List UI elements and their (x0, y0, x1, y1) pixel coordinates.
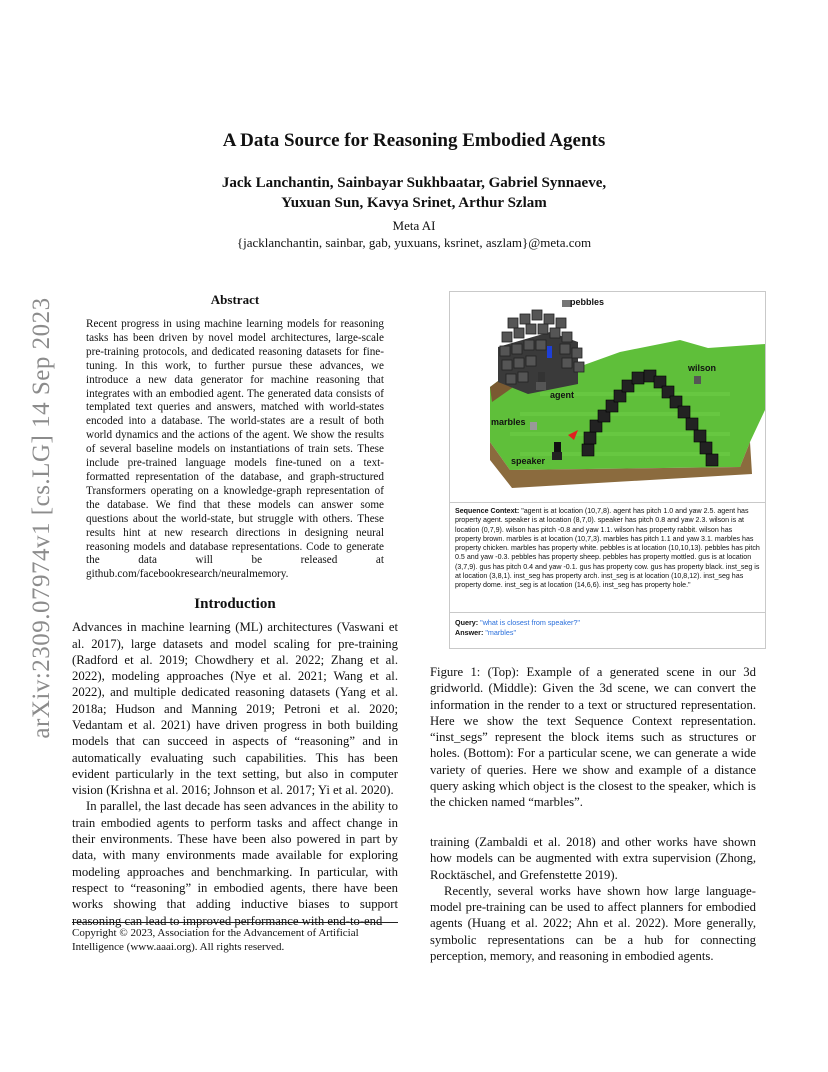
abstract-text: Recent progress in using machine learning models for reasoning tasks has been driven by novel model architectures, large-scale pre-training protocols, and dedicated reasoning datasets for fine-tuning. In this work, to further pursue these advances, we introduce a new data generator for machine reasoning that integrates with an embodied agent. The generated data consists of templated text queries and answers, matched with world-states encoded into a database. The world-states are a result of both world dynamics and the actions of the agent. We show the results of several baseline models on instantiations of train sets. These include pre-trained language models fine-tuned on a text-formatted representation of the database, and graph-structured Transformers operating on a knowledge-graph representation of the database. We find that these models can answer some questions about the world-state, but struggle with others. These results hint at new research directions in designing neural reasoning models and database representations. Code to generate the data will be released at github.com/facebookresearch/neuralmemory. (86, 318, 384, 581)
intro-paragraph-1: Advances in machine learning (ML) architectures (Vaswani et al. 2017), large datasets and model scaling for pre-training (Radford et al. 2019; Chowdhery et al. 2022; Zhang et al. 2022), modeling approaches (Nye et al. 2021; Wang et al. 2022), and multiple dedicated reasoning datasets (Yang et al. 2018a; Hudson and Manning 2019; Petroni et al. 2020; Vedantam et al. 2021) have driven progress in both building models that can succeed in aspects of “reasoning” and in automatically evaluating such capabilities. This has been evident particularly in the text setting, but also in computer vision (Krishna et al. 2016; Johnson et al. 2017; Yi et al. 2020). (72, 620, 398, 798)
intro-paragraph-2: In parallel, the last decade has seen advances in the ability to train embodied agents to perform tasks and affect change in their environments. These have been also powered in part by data, with many environments made available for exploring modeling approaches and benchmarking. In particular, with respect to “reasoning” in embodied agents, there have been works showing that adding inductive biases to support reasoning can lead to improved performance with end-to-end (72, 799, 398, 928)
sequence-context-label: Sequence Context: (455, 507, 520, 515)
right-paragraph-2: Recently, several works have shown how large language-model pre-training can be used to affect planners for embodied agents (Huang et al. 2022; Ahn et al. 2022). More generally, symbolic representations can be a hub for connecting perception, memory, and reasoning in embodied agents. (430, 883, 756, 964)
author-list (0, 173, 828, 213)
sequence-context-text: "agent is at location (10,7,8). agent has pitch 1.0 and yaw 2.5. agent has property agent. speaker is at location (8,7,0). speaker has pitch 0.8 and yaw 2.3. wilson is at location (0,7,9). wilson has pitch -0.8 and yaw 1.1. wilson has property rabbit. wilson has property brown. marbles is at location (10,7,3). marbles has pitch 1.1 and yaw 3.1. marbles has property chicken. marbles has property white. pebbles is at location (10,10,13). pebbles has pitch 0.5 and yaw -0.3. pebbles has property sheep. pebbles has property mottled. gus is at location (3,7,9). gus has pitch 0.4 and yaw -0.1. gus has property cow. gus has property black. inst_seg is at location (3,8,1). inst_seg has property arch. inst_seg is at location (10,8,12). inst_seg has property dome. inst_seg is at location (14,6,6). inst_seg has property hole." (455, 507, 760, 590)
left-column (72, 292, 398, 929)
marbles-chicken (530, 422, 537, 430)
affiliation-block (0, 217, 828, 251)
affiliation: Meta AI (392, 218, 436, 233)
answer-line (455, 628, 760, 638)
gridworld-scene (450, 292, 765, 502)
right-paragraph-1: training (Zambaldi et al. 2018) and other works have shown how models can be augmented with extra supervision (Zhong, Rocktäschel, and Grefenstette 2019). (430, 835, 756, 882)
wilson-rabbit (694, 376, 701, 384)
query-line (455, 618, 760, 628)
sequence-context-panel (450, 502, 765, 612)
label-pebbles: pebbles (570, 297, 605, 307)
label-agent: agent (550, 390, 575, 400)
query-answer-panel (450, 612, 765, 648)
authors-line-2: Yuxuan Sun, Kavya Srinet, Arthur Szlam (281, 195, 547, 211)
author-emails: {jacklanchantin, sainbar, gab, yuxuans, ksrinet, aszlam}@meta.com (236, 235, 592, 250)
copyright-footnote: Copyright © 2023, Association for the Advancement of Artificial Intelligence (www.aaai.org). All rights reserved. (72, 922, 398, 954)
answer-text: "marbles" (485, 627, 517, 637)
introduction-heading: Introduction (194, 596, 276, 613)
query-label: Query: (455, 618, 479, 627)
arxiv-id: arXiv:2309.07974v1 [cs.LG] 14 Sep 2023 (28, 297, 55, 739)
label-wilson: wilson (688, 363, 717, 373)
paper-title: A Data Source for Reasoning Embodied Agents (222, 130, 606, 151)
query-text: "what is closest from speaker?" (480, 618, 580, 627)
label-marbles: marbles (491, 417, 526, 427)
answer-label: Answer: (455, 627, 484, 637)
abstract-heading: Abstract (210, 292, 260, 307)
figure-caption: Figure 1: (Top): Example of a generated scene in our 3d gridworld. (Middle): Given the 3d scene, we can convert the information in the render to a text or structured representation. Here we show the text Sequence Context representation. “inst_segs” represent the block items such as structures or holes. (Bottom): For a particular scene, we can generate a wide variety of queries. Here we show and example of a distance query asking which object is the closest to the speaker, which is the chicken named “marbles”. (430, 665, 756, 810)
arxiv-watermark (22, 268, 62, 768)
authors-line-1: Jack Lanchantin, Sainbayar Sukhbaatar, Gabriel Synnaeve, (221, 175, 607, 191)
label-speaker: speaker (511, 456, 546, 466)
right-column (430, 834, 756, 964)
figure-1 (449, 291, 766, 649)
